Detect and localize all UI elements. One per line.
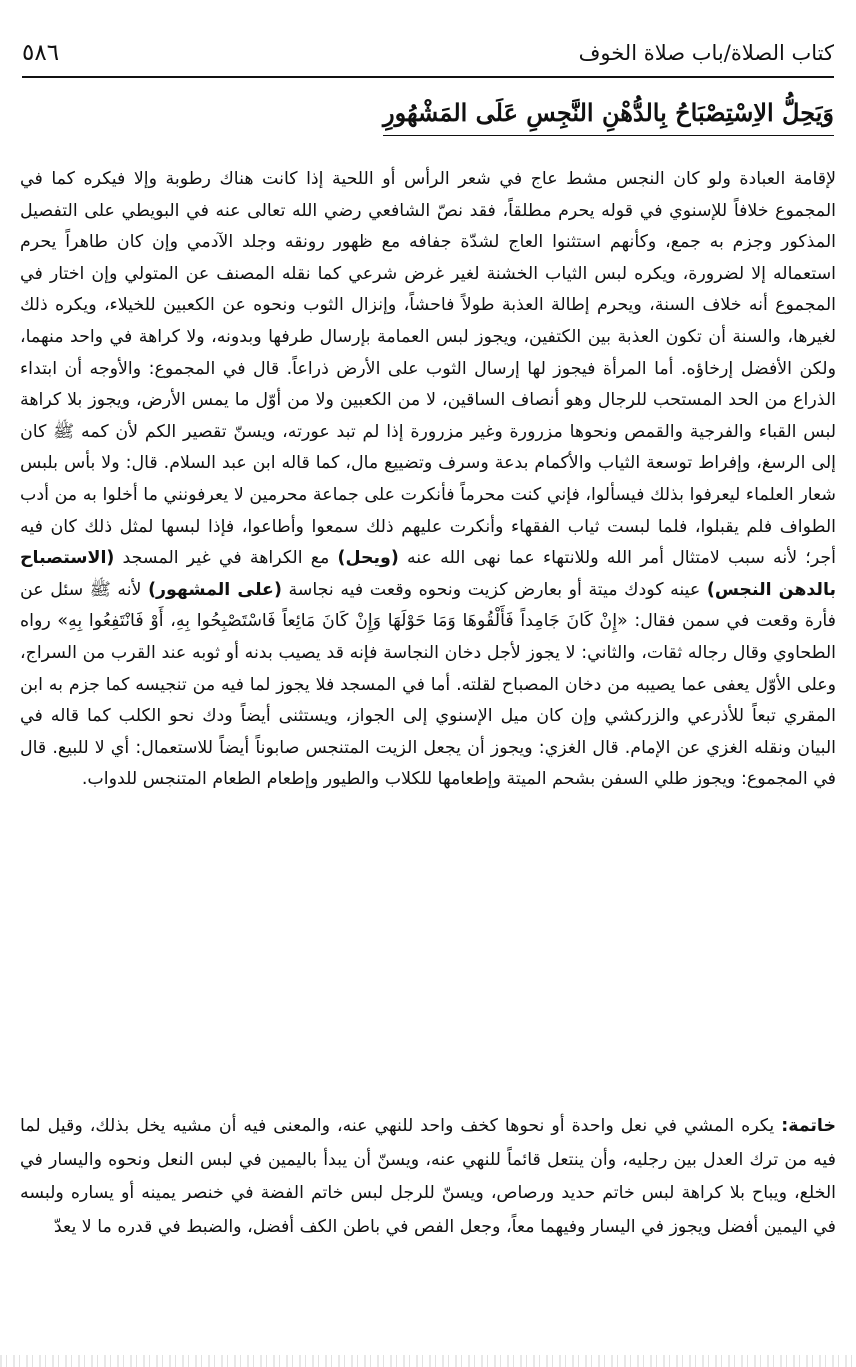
running-title: كتاب الصلاة/باب صلاة الخوف [578, 41, 834, 65]
commentary-part-4: لأنه ﷺ سئل عن فأرة وقعت في سمن فقال: «إِنْ كَانَ جَامِداً فَأَلْقُوهَا وَمَا حَوْلَهَا وَإِنْ كَانَ مَائِعاً فَاسْتَصْبِحُوا بِهِ، أَوْ فَانْتَفِعُوا بِهِ» رواه الطحاوي وقال رجاله ثقات، والثاني: لا يجوز لأجل دخان النجاسة فإنه قد يصيب بدنه أو ثوبه عند القرب من السراج، وعلى الأوّل يعفى عما يصيبه من دخان المصباح لقلته. أما في المسجد فلا يجوز لما فيه من تنجيسه كما جزم به ابن المقري تبعاً للأذرعي والزركشي وإن كان ميل الإسنوي إلى الجواز، ويستثنى أيضاً ودك نحو الكلب كما قاله في البيان ونقله الغزي عن الإمام. قال الغزي: ويجوز أن يجعل الزيت المتنجس صابوناً أيضاً للاستعمال: أي لا للبيع. قال في المجموع: ويجوز طلي السفن بشحم الميتة وإطعامها للكلاب والطيور وإطعام الطعام المتنجس للدواب. [20, 579, 836, 790]
page-number: ٥٨٦ [22, 40, 60, 66]
commentary-part-3: عينه كودك ميتة أو بعارض كزيت ونحوه وقعت فيه نجاسة [288, 579, 701, 600]
commentary-part-2: مع الكراهة في غير المسجد [122, 548, 330, 569]
matn-heading [22, 98, 834, 154]
commentary-part-1: لإقامة العبادة ولو كان النجس مشط عاج في شعر الرأس أو اللحية إذا كانت هناك رطوبة وإلا فيكره كما في المجموع خلافاً للإسنوي في قوله يحرم مطلقاً، فقد نصّ الشافعي رضي الله تعالى عنه في البويطي على التفصيل المذكور وجزم به جمع، وكأنهم استثنوا العاج لشدّة جفافه مع ظهور رونقه وجلد الآدمي وإن كان طاهراً يحرم استعماله إلا لضرورة، ويكره لبس الثياب الخشنة لغير غرض شرعي كما نقله المصنف عن المتولي وإن اختار في المجموع أنه خلاف السنة، ويحرم إطالة العذبة طولاً فاحشاً، وإنزال الثوب ونحوه عن الكعبين للخيلاء، ويكره ذلك لغيرها، والسنة أن تكون العذبة بين الكتفين، ويجوز لبس العمامة بإرسال طرفها وبدونه، ولا كراهة في واحد منهما، ولكن الأفضل إرخاؤه. أما المرأة فيجوز لها إرسال الثوب على الأرض ذراعاً. قال في المجموع: والأوجه أن ابتداء الذراع من الحد المستحب للرجال وهو أنصاف الساقين، لا من الكعبين ولا من أوّل ما يمس الأرض، ويجوز بلا كراهة لبس القباء والفرجية والقمص ونحوها مزرورة وغير مزرورة إذا لم تبد عورته، ويسنّ تقصير الكم لأن كمه ﷺ كان إلى الرسغ، وإفراط توسعة الثياب والأكمام بدعة وسرف وتضييع مال، كما قاله ابن عبد السلام. قال: ولا بأس بلبس شعار العلماء ليعرفوا بذلك فيسألوا، فإني كنت محرماً فأنكرت على جماعة محرمين لا يعرفونني ما أخلوا به من أدب الطواف فلم يقبلوا، فلما لبست ثياب الفقهاء وأنكرت عليهم ذلك سمعوا وأطاعوا، فإذا لبسها لمثل ذلك كان فيه أجر؛ لأنه سبب لامتثال أمر الله وللانتهاء عما نهى الله عنه [20, 169, 837, 569]
khatima-text: يكره المشي في نعل واحدة أو نحوها كخف واحد للنهي عنه، والمعنى فيه أن مشيه يخل بذلك، وقيل لما فيه من ترك العدل بين رجليه، وأن ينتعل قائماً للنهي عنه، ويسنّ أن يبدأ باليمين في لبس النعل ونحوه واليسار في الخلع، ويباح بلا كراهة لبس خاتم حديد ورصاص، ويسنّ للرجل لبس خاتم الفضة في خنصر يمينه أو يساره ولبسه في اليمين أفضل ويجوز في اليسار وفيهما معاً، وجعل الفص في باطن الكف أفضل، والضبط في قدره ما لا يعدّ [20, 1116, 836, 1237]
page-header [22, 30, 834, 78]
matn-quote-istisbah: (الاستصباح بالدهن النجس) [20, 548, 837, 600]
matn-quote-yahillu: (ويحل) [337, 548, 399, 569]
scan-edge-artifact [0, 1355, 856, 1367]
khatima-section [20, 1110, 836, 1244]
commentary-body [20, 164, 836, 796]
commentary-paragraph [20, 164, 836, 796]
matn-quote-mashhur: (على المشهور) [148, 579, 282, 600]
khatima-label: خاتمة: [781, 1116, 836, 1136]
matn-text: وَيَحِلُّ الاِسْتِصْبَاحُ بِالدُّهْنِ النَّجِسِ عَلَى المَشْهُورِ [383, 98, 834, 136]
